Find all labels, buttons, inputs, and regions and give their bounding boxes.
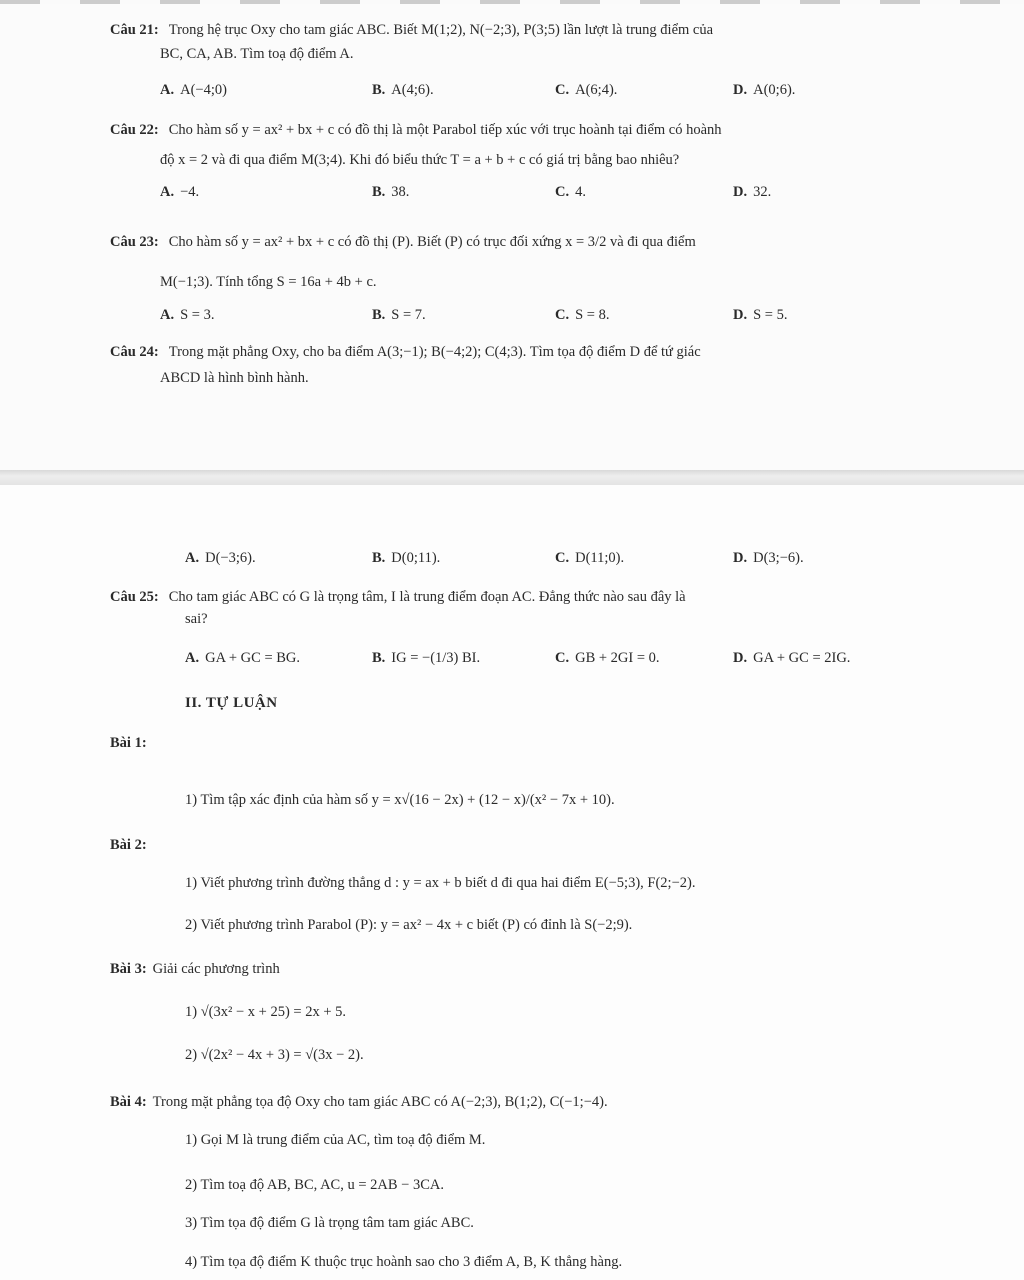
q25-line2: sai?	[185, 611, 208, 627]
q23-option-a[interactable]: A. S = 3.	[160, 307, 215, 323]
q23-line2: M(−1;3). Tính tổng S = 16a + 4b + c.	[160, 274, 377, 290]
q24-option-b[interactable]: B. D(0;11).	[372, 550, 441, 566]
q25-option-d[interactable]: D. GA + GC = 2IG.	[733, 650, 851, 666]
bai3-title: Bài 3:	[110, 961, 147, 977]
q25-option-b[interactable]: B. IG = −(1/3) BI.	[372, 650, 481, 666]
q22-option-c[interactable]: C. 4.	[555, 184, 586, 200]
bai4-item1: 1) Gọi M là trung điểm của AC, tìm toạ độ điểm M.	[185, 1132, 486, 1148]
q22-option-a[interactable]: A. −4.	[160, 184, 200, 200]
page-bottom	[0, 485, 1024, 1280]
bai1-item1: 1) Tìm tập xác định của hàm số y = x√(16 − 2x) + (12 − x)/(x² − 7x + 10).	[185, 792, 615, 808]
bai4-item3: 3) Tìm tọa độ điểm G là trọng tâm tam giác ABC.	[185, 1215, 474, 1231]
q23-option-d[interactable]: D. S = 5.	[733, 307, 788, 323]
q23-line1: Câu 23: Cho hàm số y = ax² + bx + c có đồ thị (P). Biết (P) có trục đối xứng x = 3/2 và đi qua điểm	[110, 234, 696, 250]
bai4-item2: 2) Tìm toạ độ AB, BC, AC, u = 2AB − 3CA.	[185, 1177, 444, 1193]
q22-option-b[interactable]: B. 38.	[372, 184, 410, 200]
section-heading: II. TỰ LUẬN	[185, 695, 278, 711]
q25-option-c[interactable]: C. GB + 2GI = 0.	[555, 650, 660, 666]
page-top	[0, 0, 1024, 470]
q21-option-a[interactable]: A. A(−4;0)	[160, 82, 227, 98]
page-divider	[0, 470, 1024, 485]
q21-option-c[interactable]: C. A(6;4).	[555, 82, 618, 98]
q24-option-d[interactable]: D. D(3;−6).	[733, 550, 804, 566]
bai4-item4: 4) Tìm tọa độ điểm K thuộc trục hoành sao cho 3 điểm A, B, K thẳng hàng.	[185, 1254, 623, 1270]
bai3-heading: Bài 3: Giải các phương trình	[110, 961, 280, 977]
bai2-item2: 2) Viết phương trình Parabol (P): y = ax² − 4x + c biết (P) có đỉnh là S(−2;9).	[185, 917, 633, 933]
q22-line2: độ x = 2 và đi qua điểm M(3;4). Khi đó biểu thức T = a + b + c có giá trị bằng bao nhiêu?	[160, 152, 680, 168]
q21-line1: Câu 21: Trong hệ trục Oxy cho tam giác ABC. Biết M(1;2), N(−2;3), P(3;5) lần lượt là trung điểm của	[110, 22, 714, 38]
q25-line1: Câu 25: Cho tam giác ABC có G là trọng tâm, I là trung điểm đoạn AC. Đẳng thức nào sau đây là	[110, 589, 686, 605]
bai4-title: Bài 4:	[110, 1094, 147, 1110]
q21-line2: BC, CA, AB. Tìm toạ độ điểm A.	[160, 46, 354, 62]
bai3-item2: 2) √(2x² − 4x + 3) = √(3x − 2).	[185, 1047, 364, 1063]
q21-option-d[interactable]: D. A(0;6).	[733, 82, 796, 98]
q23-option-c[interactable]: C. S = 8.	[555, 307, 610, 323]
q24-line2: ABCD là hình bình hành.	[160, 370, 309, 386]
q24-option-a[interactable]: A. D(−3;6).	[185, 550, 256, 566]
q25-option-a[interactable]: A. GA + GC = BG.	[185, 650, 301, 666]
bai2-title: Bài 2:	[110, 837, 147, 853]
q22-option-d[interactable]: D. 32.	[733, 184, 772, 200]
bai4-heading: Bài 4: Trong mặt phẳng tọa độ Oxy cho tam giác ABC có A(−2;3), B(1;2), C(−1;−4).	[110, 1094, 608, 1110]
q22-number: Câu 22:	[110, 122, 159, 138]
q23-option-b[interactable]: B. S = 7.	[372, 307, 426, 323]
q23-number: Câu 23:	[110, 234, 159, 250]
top-edge	[0, 0, 1024, 4]
bai1-title: Bài 1:	[110, 735, 147, 751]
q24-option-c[interactable]: C. D(11;0).	[555, 550, 625, 566]
bai2-item1: 1) Viết phương trình đường thẳng d : y = ax + b biết d đi qua hai điểm E(−5;3), F(2;−2).	[185, 875, 696, 891]
q24-number: Câu 24:	[110, 344, 159, 360]
q24-line1: Câu 24: Trong mặt phẳng Oxy, cho ba điểm A(3;−1); B(−4;2); C(4;3). Tìm tọa độ điểm D để tứ giác	[110, 344, 701, 360]
q25-number: Câu 25:	[110, 589, 159, 605]
bai3-item1: 1) √(3x² − x + 25) = 2x + 5.	[185, 1004, 347, 1020]
q22-line1: Câu 22: Cho hàm số y = ax² + bx + c có đồ thị là một Parabol tiếp xúc với trục hoành tại điểm có hoành	[110, 122, 722, 138]
q21-number: Câu 21:	[110, 22, 159, 38]
q21-option-b[interactable]: B. A(4;6).	[372, 82, 434, 98]
